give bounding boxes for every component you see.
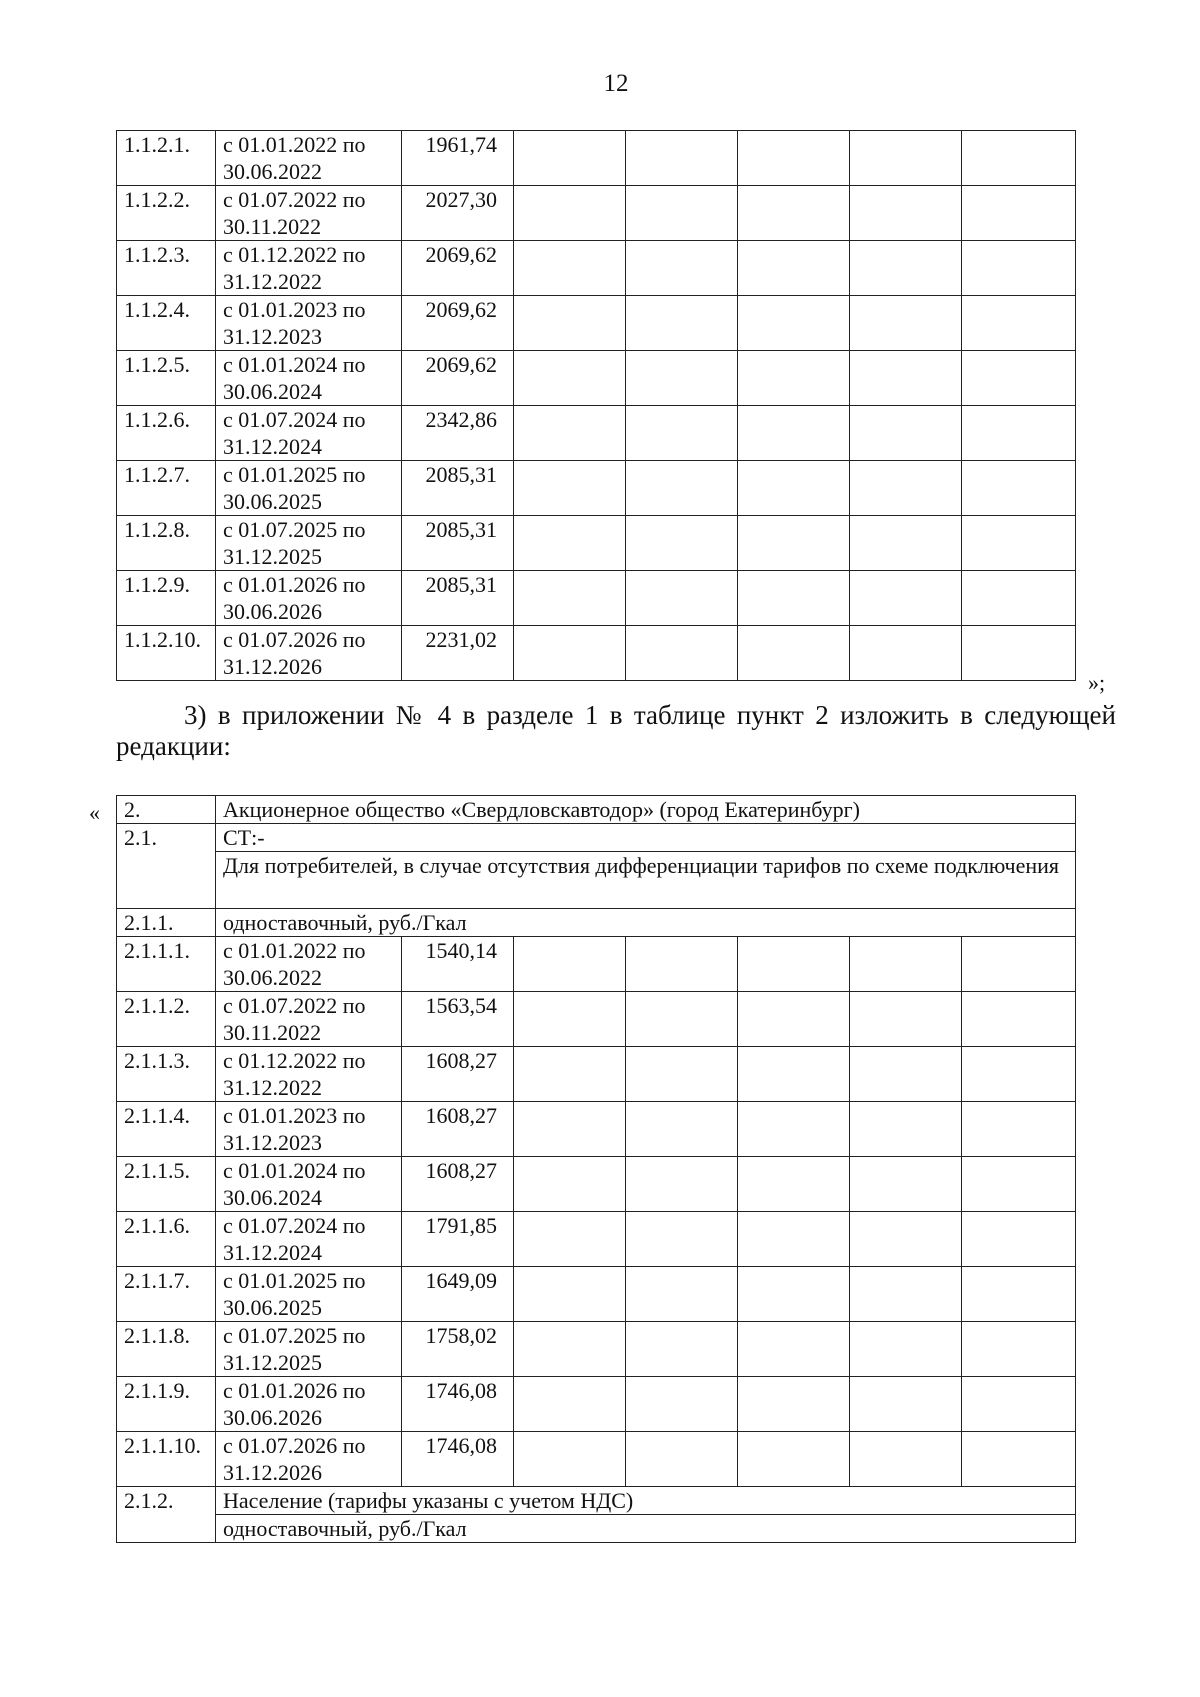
empty-cell: [514, 351, 626, 406]
empty-cell: [626, 351, 738, 406]
empty-cell: [626, 461, 738, 516]
empty-cell: [738, 351, 850, 406]
period-to: 30.06.2022: [223, 159, 322, 184]
period-to: 30.06.2024: [223, 1185, 322, 1210]
empty-cell: [962, 296, 1076, 351]
table-row-subsection: [117, 909, 1076, 937]
period-from: с 01.01.2022 по: [223, 132, 366, 157]
table-row: [117, 1432, 1076, 1487]
table-row: [117, 241, 1076, 296]
period-to: 31.12.2025: [223, 1350, 322, 1375]
section-label: СТ:-: [216, 824, 1076, 852]
empty-cell: [850, 241, 962, 296]
empty-cell: [626, 296, 738, 351]
empty-cell: [514, 516, 626, 571]
period-from: с 01.07.2026 по: [223, 1433, 366, 1458]
empty-cell: [850, 571, 962, 626]
table-row: [117, 186, 1076, 241]
table-row: [117, 406, 1076, 461]
empty-cell: [962, 1102, 1076, 1157]
row-number: 2.1.1.3.: [117, 1047, 216, 1102]
period-to: 31.12.2023: [223, 324, 322, 349]
tariff-value: 2027,30: [402, 186, 514, 241]
population-sub-label: одноставочный, руб./Гкал: [216, 1515, 1076, 1543]
row-number: 2.1.1.2.: [117, 992, 216, 1047]
row-number: 1.1.2.6.: [117, 406, 216, 461]
empty-cell: [850, 1157, 962, 1212]
tariff-value: 2342,86: [402, 406, 514, 461]
empty-cell: [514, 937, 626, 992]
empty-cell: [850, 1102, 962, 1157]
empty-cell: [514, 626, 626, 681]
empty-cell: [514, 1432, 626, 1487]
empty-cell: [850, 296, 962, 351]
empty-cell: [626, 186, 738, 241]
empty-cell: [962, 992, 1076, 1047]
row-number: 1.1.2.7.: [117, 461, 216, 516]
period-cell: [216, 1102, 402, 1157]
empty-cell: [514, 131, 626, 186]
empty-cell: [850, 1377, 962, 1432]
period-from: с 01.07.2024 по: [223, 1213, 366, 1238]
row-number: 1.1.2.5.: [117, 351, 216, 406]
empty-cell: [850, 186, 962, 241]
amendment-paragraph: 3) в приложении № 4 в разделе 1 в таблице пункт 2 изложить в следующей редакции:: [116, 700, 1116, 761]
empty-cell: [850, 992, 962, 1047]
period-to: 30.11.2022: [223, 1020, 322, 1045]
tariff-value: 2069,62: [402, 351, 514, 406]
row-number: 2.1.2.: [117, 1487, 216, 1543]
empty-cell: [738, 461, 850, 516]
empty-cell: [738, 186, 850, 241]
empty-cell: [962, 1047, 1076, 1102]
empty-cell: [514, 406, 626, 461]
empty-cell: [850, 626, 962, 681]
empty-cell: [850, 1322, 962, 1377]
empty-cell: [738, 1267, 850, 1322]
tariff-value: 2085,31: [402, 516, 514, 571]
tariff-value: 1563,54: [402, 992, 514, 1047]
empty-cell: [962, 1157, 1076, 1212]
empty-cell: [626, 241, 738, 296]
empty-cell: [962, 1432, 1076, 1487]
period-cell: [216, 1212, 402, 1267]
empty-cell: [514, 1212, 626, 1267]
period-cell: [216, 937, 402, 992]
empty-cell: [850, 1432, 962, 1487]
period-to: 31.12.2024: [223, 1240, 322, 1265]
period-from: с 01.01.2023 по: [223, 1103, 366, 1128]
empty-cell: [962, 571, 1076, 626]
period-to: 31.12.2022: [223, 1075, 322, 1100]
organization-name: Акционерное общество «Свердловскавтодор» (город Екатеринбург): [216, 796, 1076, 824]
row-number: 1.1.2.1.: [117, 131, 216, 186]
empty-cell: [514, 1157, 626, 1212]
empty-cell: [626, 571, 738, 626]
period-to: 31.12.2022: [223, 269, 322, 294]
period-cell: [216, 992, 402, 1047]
table-row: [117, 1322, 1076, 1377]
empty-cell: [962, 1267, 1076, 1322]
row-number: 1.1.2.10.: [117, 626, 216, 681]
table-row: [117, 1047, 1076, 1102]
period-to: 31.12.2024: [223, 434, 322, 459]
tariff-value: 1649,09: [402, 1267, 514, 1322]
period-cell: [216, 351, 402, 406]
table-row: [117, 131, 1076, 186]
tariff-value: 1608,27: [402, 1047, 514, 1102]
table-row: [117, 1267, 1076, 1322]
tariff-value: 2069,62: [402, 241, 514, 296]
period-from: с 01.07.2026 по: [223, 627, 366, 652]
empty-cell: [850, 937, 962, 992]
empty-cell: [738, 406, 850, 461]
period-from: с 01.07.2025 по: [223, 517, 366, 542]
empty-cell: [514, 1102, 626, 1157]
table-row-population-sub: [117, 1515, 1076, 1543]
tariff-value: 2231,02: [402, 626, 514, 681]
row-number: 1.1.2.2.: [117, 186, 216, 241]
empty-cell: [962, 131, 1076, 186]
row-number: 1.1.2.3.: [117, 241, 216, 296]
empty-cell: [738, 937, 850, 992]
period-from: с 01.12.2022 по: [223, 1048, 366, 1073]
period-to: 30.06.2025: [223, 489, 322, 514]
tariff-value: 1608,27: [402, 1102, 514, 1157]
empty-cell: [962, 461, 1076, 516]
period-cell: [216, 626, 402, 681]
empty-cell: [626, 626, 738, 681]
closing-quote-mark: »;: [1088, 670, 1106, 695]
period-cell: [216, 1047, 402, 1102]
row-number: 2.1.: [117, 824, 216, 909]
page-number: 12: [603, 70, 629, 97]
empty-cell: [738, 1157, 850, 1212]
empty-cell: [962, 351, 1076, 406]
tariff-value: 1746,08: [402, 1377, 514, 1432]
empty-cell: [738, 1377, 850, 1432]
empty-cell: [626, 1157, 738, 1212]
empty-cell: [626, 131, 738, 186]
row-number: 2.1.1.10.: [117, 1432, 216, 1487]
tariff-value: 2085,31: [402, 571, 514, 626]
tariff-value: 1961,74: [402, 131, 514, 186]
period-from: с 01.01.2023 по: [223, 297, 366, 322]
period-to: 30.06.2024: [223, 379, 322, 404]
period-to: 30.06.2026: [223, 1405, 322, 1430]
opening-quote-mark: «: [89, 800, 100, 825]
table-row-section: [117, 824, 1076, 852]
tariff-value: 1791,85: [402, 1212, 514, 1267]
table-row-section-note: [117, 852, 1076, 909]
period-from: с 01.01.2026 по: [223, 1378, 366, 1403]
period-to: 30.06.2022: [223, 965, 322, 990]
row-number: 2.1.1.7.: [117, 1267, 216, 1322]
table-row: [117, 296, 1076, 351]
empty-cell: [738, 1322, 850, 1377]
period-cell: [216, 571, 402, 626]
empty-cell: [738, 131, 850, 186]
period-to: 30.06.2026: [223, 599, 322, 624]
row-number: 1.1.2.9.: [117, 571, 216, 626]
period-cell: [216, 406, 402, 461]
table-row: [117, 1102, 1076, 1157]
tariff-value: 2069,62: [402, 296, 514, 351]
subsection-label: одноставочный, руб./Гкал: [216, 909, 1076, 937]
empty-cell: [850, 131, 962, 186]
tariff-value: 2085,31: [402, 461, 514, 516]
empty-cell: [626, 1267, 738, 1322]
empty-cell: [626, 406, 738, 461]
empty-cell: [514, 1267, 626, 1322]
empty-cell: [962, 186, 1076, 241]
empty-cell: [962, 241, 1076, 296]
row-number: 2.1.1.5.: [117, 1157, 216, 1212]
empty-cell: [514, 1377, 626, 1432]
period-to: 30.06.2025: [223, 1295, 322, 1320]
period-cell: [216, 516, 402, 571]
period-cell: [216, 131, 402, 186]
empty-cell: [738, 1102, 850, 1157]
empty-cell: [514, 571, 626, 626]
tariff-value: 1758,02: [402, 1322, 514, 1377]
period-cell: [216, 1322, 402, 1377]
empty-cell: [850, 461, 962, 516]
empty-cell: [962, 1212, 1076, 1267]
table-row: [117, 1157, 1076, 1212]
tariff-value: 1608,27: [402, 1157, 514, 1212]
row-number: 1.1.2.8.: [117, 516, 216, 571]
tariff-table-svrdlovskavtodor-rows: [117, 937, 1076, 1487]
empty-cell: [514, 186, 626, 241]
empty-cell: [626, 1377, 738, 1432]
period-cell: [216, 461, 402, 516]
empty-cell: [962, 1377, 1076, 1432]
table-row: [117, 626, 1076, 681]
table-row: [117, 351, 1076, 406]
period-to: 31.12.2025: [223, 544, 322, 569]
empty-cell: [850, 1212, 962, 1267]
row-number: 2.1.1.8.: [117, 1322, 216, 1377]
period-from: с 01.01.2025 по: [223, 462, 366, 487]
empty-cell: [738, 571, 850, 626]
table-row: [117, 461, 1076, 516]
section-note: Для потребителей, в случае отсутствия дифференциации тарифов по схеме подключения: [216, 852, 1076, 909]
period-cell: [216, 186, 402, 241]
empty-cell: [738, 1432, 850, 1487]
empty-cell: [626, 1047, 738, 1102]
table-row: [117, 992, 1076, 1047]
empty-cell: [850, 516, 962, 571]
period-cell: [216, 241, 402, 296]
period-to: 30.11.2022: [223, 214, 322, 239]
empty-cell: [514, 992, 626, 1047]
period-from: с 01.01.2026 по: [223, 572, 366, 597]
period-to: 31.12.2026: [223, 654, 322, 679]
table-row: [117, 1212, 1076, 1267]
row-number: 2.: [117, 796, 216, 824]
population-label: Население (тарифы указаны с учетом НДС): [216, 1487, 1076, 1515]
row-number: 2.1.1.4.: [117, 1102, 216, 1157]
empty-cell: [962, 1322, 1076, 1377]
empty-cell: [626, 937, 738, 992]
period-cell: [216, 1267, 402, 1322]
period-to: 31.12.2023: [223, 1130, 322, 1155]
empty-cell: [738, 516, 850, 571]
table-row: [117, 937, 1076, 992]
tariff-table-continuation-body: [117, 131, 1076, 681]
tariff-value: 1540,14: [402, 937, 514, 992]
empty-cell: [962, 406, 1076, 461]
period-from: с 01.12.2022 по: [223, 242, 366, 267]
period-from: с 01.07.2025 по: [223, 1323, 366, 1348]
row-number: 2.1.1.: [117, 909, 216, 937]
empty-cell: [738, 241, 850, 296]
period-from: с 01.07.2022 по: [223, 993, 366, 1018]
period-from: с 01.01.2025 по: [223, 1268, 366, 1293]
period-cell: [216, 1157, 402, 1212]
empty-cell: [626, 516, 738, 571]
tariff-table-svrdlovskavtodor: [116, 795, 1076, 1543]
period-to: 31.12.2026: [223, 1460, 322, 1485]
table-row-population: [117, 1487, 1076, 1515]
row-number: 2.1.1.6.: [117, 1212, 216, 1267]
table-row: [117, 516, 1076, 571]
period-cell: [216, 296, 402, 351]
row-number: 1.1.2.4.: [117, 296, 216, 351]
empty-cell: [850, 351, 962, 406]
empty-cell: [514, 1322, 626, 1377]
period-from: с 01.01.2024 по: [223, 352, 366, 377]
empty-cell: [738, 626, 850, 681]
row-number: 2.1.1.1.: [117, 937, 216, 992]
empty-cell: [738, 992, 850, 1047]
empty-cell: [514, 461, 626, 516]
empty-cell: [738, 296, 850, 351]
period-from: с 01.01.2024 по: [223, 1158, 366, 1183]
empty-cell: [962, 937, 1076, 992]
tariff-value: 1746,08: [402, 1432, 514, 1487]
row-number: 2.1.1.9.: [117, 1377, 216, 1432]
empty-cell: [850, 1267, 962, 1322]
period-from: с 01.07.2022 по: [223, 187, 366, 212]
period-cell: [216, 1432, 402, 1487]
empty-cell: [626, 1102, 738, 1157]
empty-cell: [514, 1047, 626, 1102]
empty-cell: [850, 1047, 962, 1102]
table-row-header: [117, 796, 1076, 824]
empty-cell: [514, 296, 626, 351]
empty-cell: [626, 1432, 738, 1487]
empty-cell: [738, 1047, 850, 1102]
empty-cell: [626, 1212, 738, 1267]
period-cell: [216, 1377, 402, 1432]
empty-cell: [738, 1212, 850, 1267]
empty-cell: [626, 1322, 738, 1377]
empty-cell: [850, 406, 962, 461]
empty-cell: [962, 516, 1076, 571]
period-from: с 01.01.2022 по: [223, 938, 366, 963]
table-row: [117, 1377, 1076, 1432]
table-row: [117, 571, 1076, 626]
empty-cell: [514, 241, 626, 296]
empty-cell: [626, 992, 738, 1047]
empty-cell: [962, 626, 1076, 681]
tariff-table-continuation: [116, 130, 1076, 681]
period-from: с 01.07.2024 по: [223, 407, 366, 432]
